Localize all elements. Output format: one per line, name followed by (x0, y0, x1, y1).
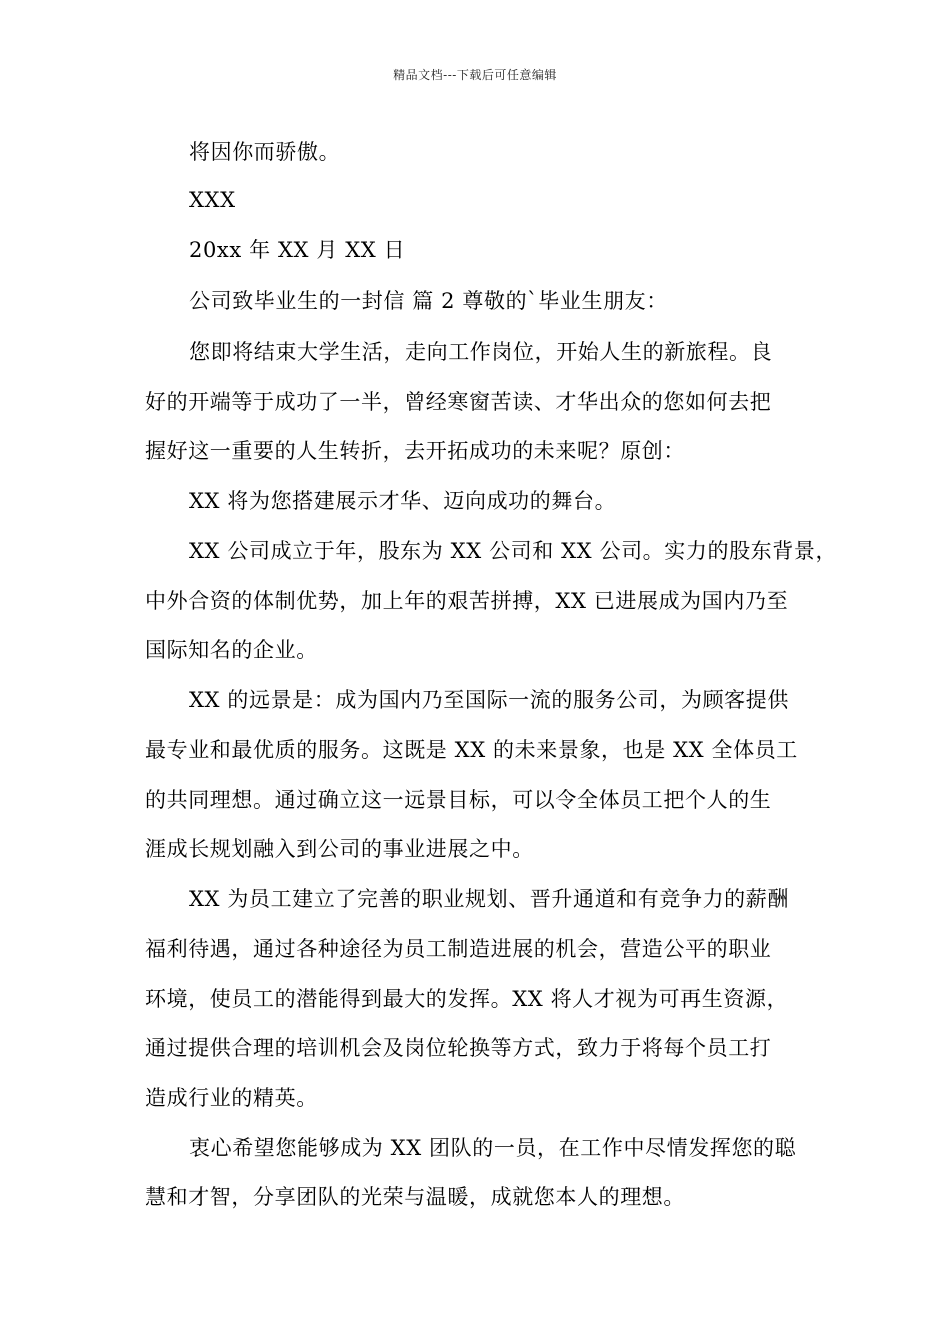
text-line: XXX (189, 188, 236, 212)
text-line: 的共同理想。通过确立这一远景目标，可以令全体员工把个人的生 (145, 788, 772, 812)
text-line: 您即将结束大学生活，走向工作岗位，开始人生的新旅程。良 (189, 340, 773, 364)
text-line: XX 为员工建立了完善的职业规划、晋升通道和有竞争力的薪酬 (189, 887, 789, 911)
text-line: 衷心希望您能够成为 XX 团队的一员，在工作中尽情发挥您的聪 (189, 1136, 797, 1160)
text-line: 20xx 年 XX 月 XX 日 (189, 238, 406, 262)
text-line: 环境，使员工的潜能得到最大的发挥。XX 将人才视为可再生资源， (145, 987, 789, 1011)
text-line: 将因你而骄傲。 (189, 140, 341, 164)
text-line: 国际知名的企业。 (145, 638, 318, 662)
text-line: 造成行业的精英。 (145, 1086, 318, 1110)
text-line: XX 将为您搭建展示才华、迈向成功的舞台。 (189, 489, 617, 513)
text-line: 中外合资的体制优势，加上年的艰苦拼搏，XX 已进展成为国内乃至 (145, 589, 789, 613)
page-header: 精品文档---下载后可任意编辑 (393, 68, 557, 82)
text-line: 公司致毕业生的一封信 篇 2 尊敬的`毕业生朋友： (189, 289, 668, 313)
text-line: 好的开端等于成功了一半，曾经寒窗苦读、才华出众的您如何去把 (145, 390, 772, 414)
text-line: 最专业和最优质的服务。这既是 XX 的未来景象，也是 XX 全体员工 (145, 738, 798, 762)
text-line: 通过提供合理的培训机会及岗位轮换等方式，致力于将每个员工打 (145, 1036, 772, 1060)
text-line: 福利待遇，通过各种途径为员工制造进展的机会，营造公平的职业 (145, 937, 772, 961)
text-line: 涯成长规划融入到公司的事业进展之中。 (145, 837, 534, 861)
text-line: XX 公司成立于年，股东为 XX 公司和 XX 公司。实力的股东背景， (189, 539, 838, 563)
text-line: XX 的远景是：成为国内乃至国际一流的服务公司，为顾客提供 (189, 688, 789, 712)
text-line: 慧和才智，分享团队的光荣与温暖，成就您本人的理想。 (145, 1185, 685, 1209)
text-line: 握好这一重要的人生转折，去开拓成功的未来呢？原创： (145, 439, 685, 463)
